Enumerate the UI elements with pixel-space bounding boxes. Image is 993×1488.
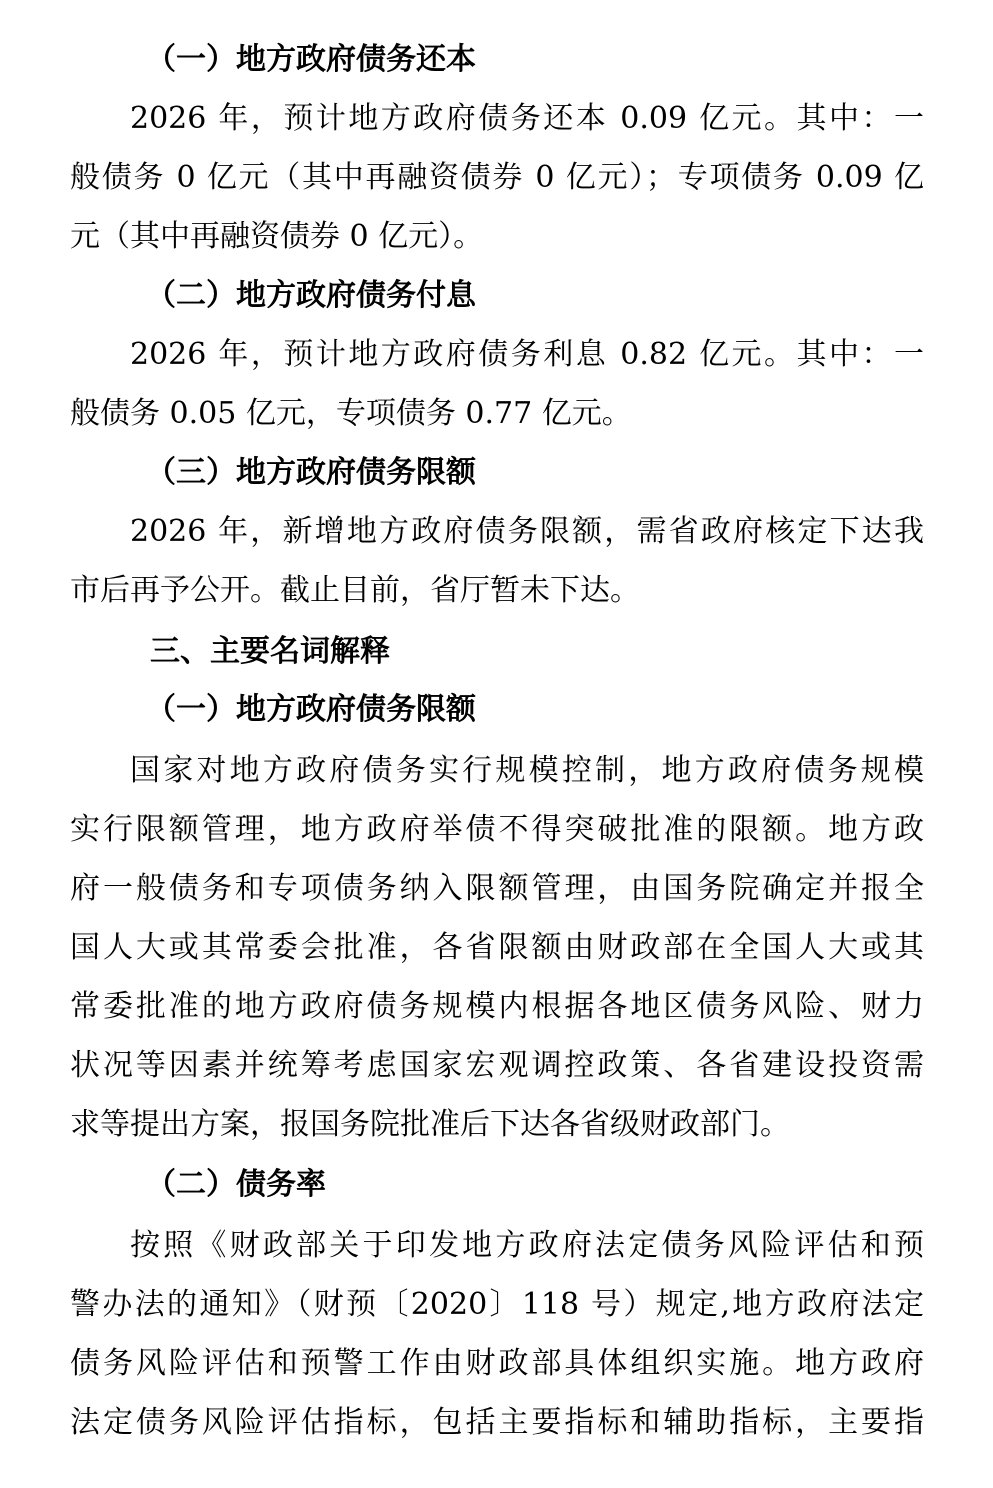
paragraph-line: 2026 年，新增地方政府债务限额，需省政府核定下达我 [130,514,924,549]
paragraph-line: 市后再予公开。截止目前，省厅暂未下达。 [70,573,640,608]
heading-term-debt-limit: （一）地方政府债务限额 [146,692,476,727]
paragraph-line: 债务风险评估和预警工作由财政部具体组织实施。地方政府 [70,1346,924,1381]
paragraph-line: 般债务 0 亿元（其中再融资债券 0 亿元）；专项债务 0.09 亿 [70,160,924,195]
paragraph-line: 状况等因素并统筹考虑国家宏观调控政策、各省建设投资需 [70,1048,924,1083]
heading-debt-repayment: （一）地方政府债务还本 [146,42,476,77]
section-heading-glossary: 三、主要名词解释 [150,634,390,669]
heading-term-debt-ratio: （二）债务率 [146,1167,326,1202]
paragraph-line: 实行限额管理，地方政府举债不得突破批准的限额。地方政 [70,812,924,847]
paragraph-line: 求等提出方案，报国务院批准后下达各省级财政部门。 [70,1107,790,1142]
paragraph-line: 常委批准的地方政府债务规模内根据各地区债务风险、财力 [70,989,924,1024]
paragraph-line: 按照《财政部关于印发地方政府法定债务风险评估和预 [130,1228,924,1263]
paragraph-line: 国人大或其常委会批准，各省限额由财政部在全国人大或其 [70,930,924,965]
heading-debt-interest: （二）地方政府债务付息 [146,278,476,313]
paragraph-line: 般债务 0.05 亿元，专项债务 0.77 亿元。 [70,396,632,431]
paragraph-line: 警办法的通知》（财预〔2020〕118 号）规定,地方政府法定 [70,1287,924,1322]
paragraph-line: 国家对地方政府债务实行规模控制，地方政府债务规模 [130,753,924,788]
paragraph-line: 2026 年，预计地方政府债务利息 0.82 亿元。其中：一 [130,337,924,372]
paragraph-line: 元（其中再融资债券 0 亿元）。 [70,219,484,254]
paragraph-line: 法定债务风险评估指标，包括主要指标和辅助指标，主要指 [70,1405,924,1440]
paragraph-line: 2026 年，预计地方政府债务还本 0.09 亿元。其中：一 [130,101,924,136]
heading-debt-limit: （三）地方政府债务限额 [146,455,476,490]
paragraph-line: 府一般债务和专项债务纳入限额管理，由国务院确定并报全 [70,871,924,906]
